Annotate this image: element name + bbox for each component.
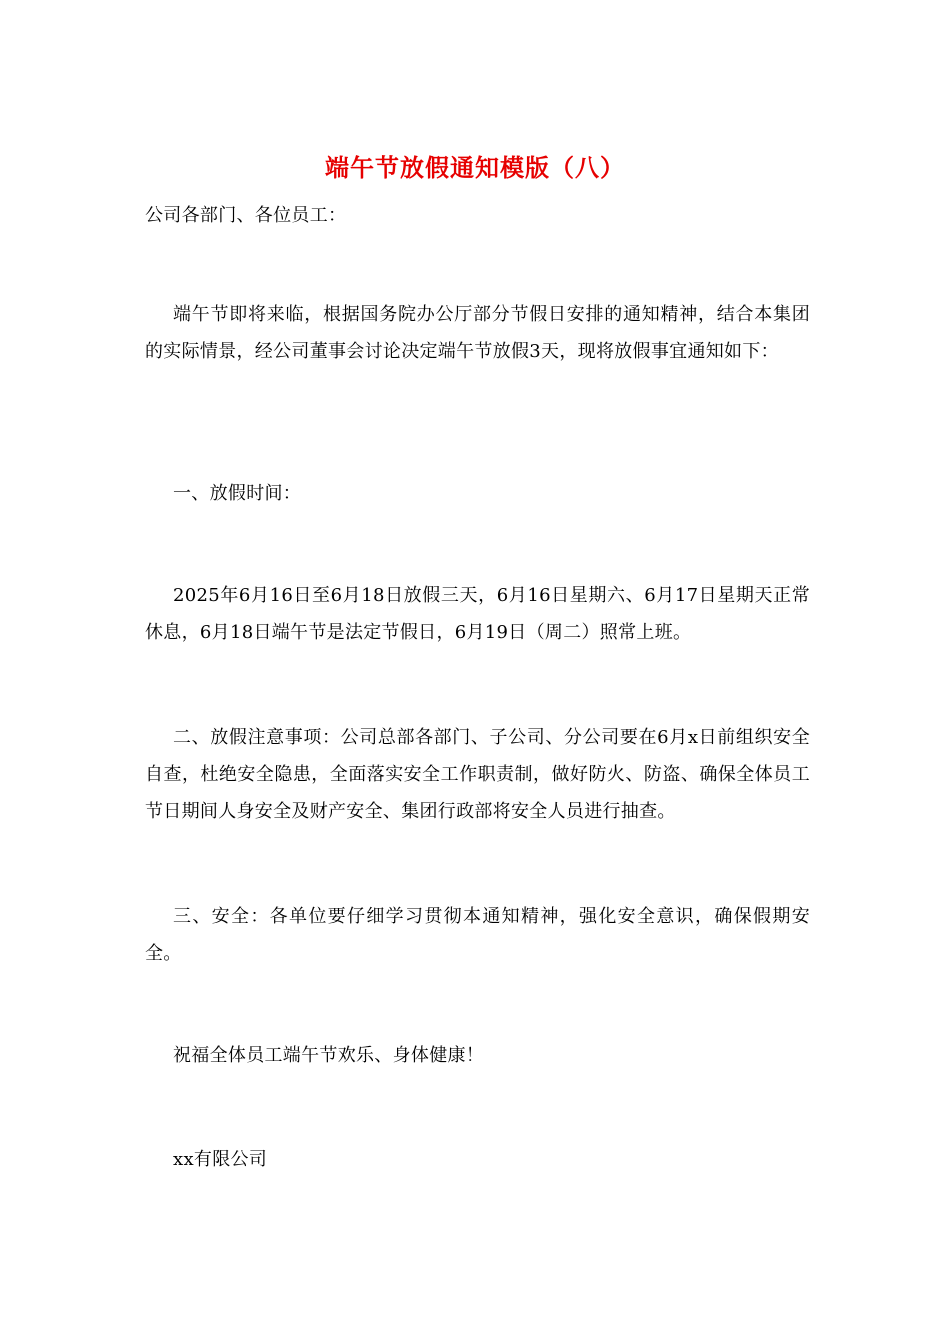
signature: xx有限公司: [173, 1149, 268, 1170]
section3-paragraph: 三、安全：各单位要仔细学习贯彻本通知精神，强化安全意识，确保假期安全。: [145, 906, 810, 964]
intro-paragraph: 端午节即将来临，根据国务院办公厅部分节假日安排的通知精神，结合本集团的实际情景，经公司董事会讨论决定端午节放假3天，现将放假事宜通知如下：: [145, 304, 810, 362]
document-title: 端午节放假通知模版（八）: [325, 153, 625, 182]
section1-heading: 一、放假时间：: [173, 483, 302, 504]
salutation: 公司各部门、各位员工：: [145, 205, 347, 226]
section1-body: 2025年6月16日至6月18日放假三天，6月16日星期六、6月17日星期天正常休息，6月18日端午节是法定节假日，6月19日（周二）照常上班。: [145, 585, 810, 643]
closing-line: 祝福全体员工端午节欢乐、身体健康！: [173, 1045, 485, 1066]
section2-paragraph: 二、放假注意事项：公司总部各部门、子公司、分公司要在6月x日前组织安全自查，杜绝安全隐患，全面落实安全工作职责制，做好防火、防盗、确保全体员工节日期间人身安全及财产安全、集团行政部将安全人员进行抽查。: [145, 727, 810, 822]
